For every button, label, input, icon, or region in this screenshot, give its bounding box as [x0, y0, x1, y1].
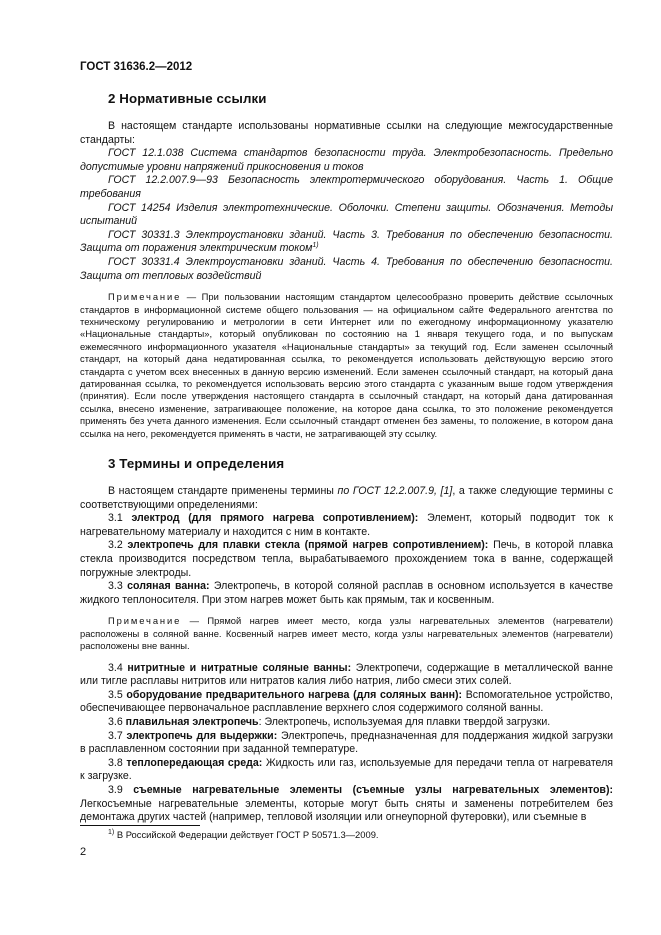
term-number: 3.6	[108, 715, 126, 728]
term-name: соляная ванна:	[127, 580, 210, 593]
normative-ref: ГОСТ 14254 Изделия электротехнические. Оболочки. Степени защиты. Обозначения. Методы испытаний	[80, 201, 613, 228]
section-2-note	[80, 291, 613, 440]
term-definition: : Электропечь, используемая для плавки твердой загрузки.	[258, 715, 551, 728]
term-entry	[80, 539, 613, 580]
normative-ref: ГОСТ 30331.4 Электроустановки зданий. Часть 4. Требования по обеспечению безопасности. Защита от тепловых воздействий	[80, 255, 613, 282]
term-number: 3.1	[108, 512, 132, 525]
section-3-intro	[80, 485, 613, 512]
term-definition: Электропечь, предназначенная для поддержания жидкой загрузки в расплавленном состоянии при заданной температуре.	[80, 729, 613, 756]
term-name: плавильная электропечь	[125, 715, 259, 728]
term-number: 3.2	[108, 539, 128, 552]
term-name: электрод (для прямого нагрева сопротивлением):	[131, 512, 419, 525]
term-definition: Легкосъемные нагревательные элементы, которые могут быть сняты и заменены потребителем без демонтажа других частей (например, тепловой изоляции или огнеупорной футеровки), или съемные в	[80, 797, 613, 824]
page-number: 2	[80, 846, 87, 858]
term-number: 3.4	[108, 661, 128, 674]
term-entry	[80, 716, 613, 730]
note-label: Примечание	[108, 615, 182, 627]
section-2-heading: 2 Нормативные ссылки	[108, 91, 267, 106]
normative-ref: ГОСТ 12.1.038 Система стандартов безопасности труда. Электробезопасность. Предельно допустимые уровни напряжений прикосновения и токов	[80, 147, 613, 173]
intro-text: , а также следующие термины с соответствующими определениями:	[80, 485, 614, 511]
term-entry	[80, 730, 613, 757]
term-name: оборудование предварительного нагрева (для соляных ванн):	[126, 688, 463, 701]
normative-ref: ГОСТ 12.2.007.9—93 Безопасность электротермического оборудования. Часть 1. Общие требования	[80, 174, 613, 200]
term-number: 3.9	[108, 783, 134, 796]
footnote	[80, 829, 613, 841]
term-entry	[80, 580, 613, 607]
footnote-text: В Российской Федерации действует ГОСТ Р 50571.3—2009.	[114, 829, 379, 840]
page-content	[80, 91, 613, 825]
term-entry	[80, 784, 613, 825]
section-2-intro: В настоящем стандарте использованы нормативные ссылки на следующие межгосударственные стандарты:	[80, 120, 613, 146]
footnote-divider	[80, 825, 200, 826]
term-definition: Элемент, который подводит ток к нагревательному материалу и находится с ним в контакте.	[80, 512, 614, 538]
term-name: нитритные и нитратные соляные ванны:	[127, 661, 352, 674]
intro-text: В настоящем стандарте применены термины	[108, 485, 338, 497]
term-entry	[80, 689, 613, 716]
footnote-mark: 1)	[108, 829, 115, 836]
term-number: 3.7	[108, 729, 127, 742]
document-header: ГОСТ 31636.2—2012	[80, 61, 193, 73]
term-entry	[80, 662, 613, 689]
term-name: электропечь для выдержки:	[126, 729, 278, 742]
term-entry	[80, 512, 613, 539]
term-name: теплопередающая среда:	[126, 756, 263, 769]
note-text: — Прямой нагрев имеет место, когда узлы нагревательных элементов (нагреватели) расположены в соляной ванне. Косвенный нагрев имеет место, когда узлы нагревательных элементов (нагреватели) расположены вне ванны.	[80, 615, 613, 652]
term-name: электропечь для плавки стекла (прямой нагрев сопротивлением):	[127, 539, 489, 552]
term-definition: Печь, в которой плавка стекла производится посредством тепла, вырабатываемого прохождением тока в ванне, содержащей погружные электроды.	[80, 539, 613, 579]
term-number: 3.3	[108, 580, 128, 593]
normative-ref-text: ГОСТ 30331.3 Электроустановки зданий. Часть 3. Требования по обеспечению безопасности. Защита от поражения электрическим током	[80, 228, 613, 255]
intro-ref: по ГОСТ 12.2.007.9, [1]	[337, 485, 453, 497]
section-3-note	[80, 615, 613, 652]
term-entry	[80, 757, 613, 784]
note-text: — При пользовании настоящим стандартом целесообразно проверить действие ссылочных стандартов в информационной системе общего пользования — на официальном сайте Федерального агентства по техническому регулированию и метрологии в сети Интернет или по ежегодному информационному указателю «Национальные стандарты», который опубликован по состоянию на 1 января текущего года, и по выпускам ежемесячного информационного указателя «Национальные стандарты» за текущий год. Если заменен ссылочный стандарт, на который дана недатированная ссылка, то рекомендуется использовать действующую версию этого стандарта с учетом всех внесенных в данную версию изменений. Если заменен ссылочный стандарт, на который дана датированная ссылка, то рекомендуется использовать версию этого стандарта с указанным выше годом утверждения (принятия). Если после утверждения настоящего стандарта в ссылочный стандарт, на который дана датированная ссылка, внесено изменение, затрагивающее положение, на которое дана ссылка, то это положение рекомендуется применять без учета данного изменения. Если ссылочный стандарт отменен без замены, то положение, в котором дана ссылка на него, рекомендуется применять в части, не затрагивающей эту ссылку.	[80, 291, 613, 439]
term-definition: Вспомогательное устройство, обеспечивающее первоначальное расплавление верхнего слоя содержимого соляной ванны.	[80, 688, 613, 715]
note-label: Примечание	[108, 291, 182, 303]
section-3-heading: 3 Термины и определения	[108, 456, 285, 471]
term-name: съемные нагревательные элементы (съемные узлы нагревательных элементов):	[133, 783, 613, 796]
term-number: 3.5	[108, 688, 127, 701]
term-definition: Электропечи, содержащие в металлической ванне или тигле расплавы нитритов или нитратов калия либо натрия, либо смеси этих солей.	[80, 661, 613, 688]
term-number: 3.8	[108, 756, 127, 769]
term-definition: Электропечь, в которой соляной расплав в основном используется в качестве жидкого теплоносителя. При этом нагрев может быть как прямым, так и косвенным.	[80, 580, 613, 606]
term-definition: Жидкость или газ, используемые для передачи тепла от нагревателя к загрузке.	[80, 756, 614, 783]
normative-ref	[80, 229, 613, 256]
footnote-marker: 1)	[312, 242, 319, 250]
